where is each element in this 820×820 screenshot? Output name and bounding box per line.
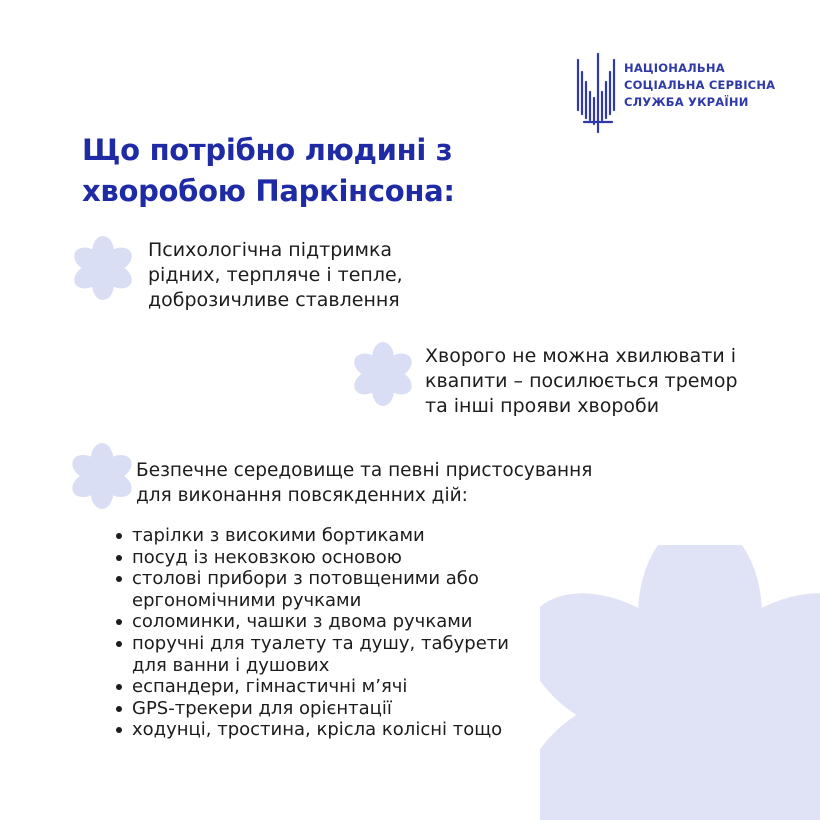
- block-2-line-2: квапити – посилюється тремор: [425, 370, 738, 392]
- aids-list: [112, 525, 509, 741]
- support-block: [148, 238, 403, 313]
- title-line-2: хворобою Паркінсона:: [82, 174, 455, 208]
- logo-line-2: СОЦІАЛЬНА СЕРВІСНА: [624, 78, 776, 92]
- block-2-line-3: та інші прояви хвороби: [425, 395, 660, 417]
- list-item: поручні для туалету та душу, табурети для ванни і душових: [112, 633, 509, 676]
- list-item: GPS-трекери для орієнтації: [112, 698, 509, 720]
- list-item: столові прибори з потовщеними або ергономічними ручками: [112, 568, 509, 611]
- title-line-1: Що потрібно людині з: [82, 133, 453, 167]
- list-item: ходунці, тростина, крісла колісні тощо: [112, 719, 509, 741]
- list-item: еспандери, гімнастичні м’ячі: [112, 676, 509, 698]
- flower-icon: [70, 236, 136, 300]
- environment-block: [136, 458, 592, 508]
- block-1-line-3: доброзичливе ставлення: [148, 289, 400, 311]
- block-1-line-2: рідних, терпляче і тепле,: [148, 264, 403, 286]
- list-item: соломинки, чашки з двома ручками: [112, 611, 509, 633]
- block-1-line-1: Психологічна підтримка: [148, 239, 393, 261]
- block-2-line-1: Хворого не можна хвилювати і: [425, 345, 737, 367]
- nssu-logo: [574, 52, 794, 142]
- block-3-line-2: для виконання повсякденних дій:: [136, 485, 468, 506]
- large-flower-decoration: [540, 545, 820, 820]
- list-item: тарілки з високими бортиками: [112, 525, 509, 547]
- trident-icon: [574, 52, 618, 142]
- flower-icon: [68, 443, 136, 509]
- logo-line-1: НАЦІОНАЛЬНА: [624, 61, 725, 75]
- page-title: [82, 130, 455, 212]
- block-3-line-1: Безпечне середовище та певні пристосування: [136, 460, 593, 481]
- list-item: посуд із нековзкою основою: [112, 547, 509, 569]
- no-stress-block: [425, 344, 738, 419]
- logo-line-3: СЛУЖБА УКРАЇНИ: [624, 95, 749, 109]
- flower-icon: [350, 342, 416, 406]
